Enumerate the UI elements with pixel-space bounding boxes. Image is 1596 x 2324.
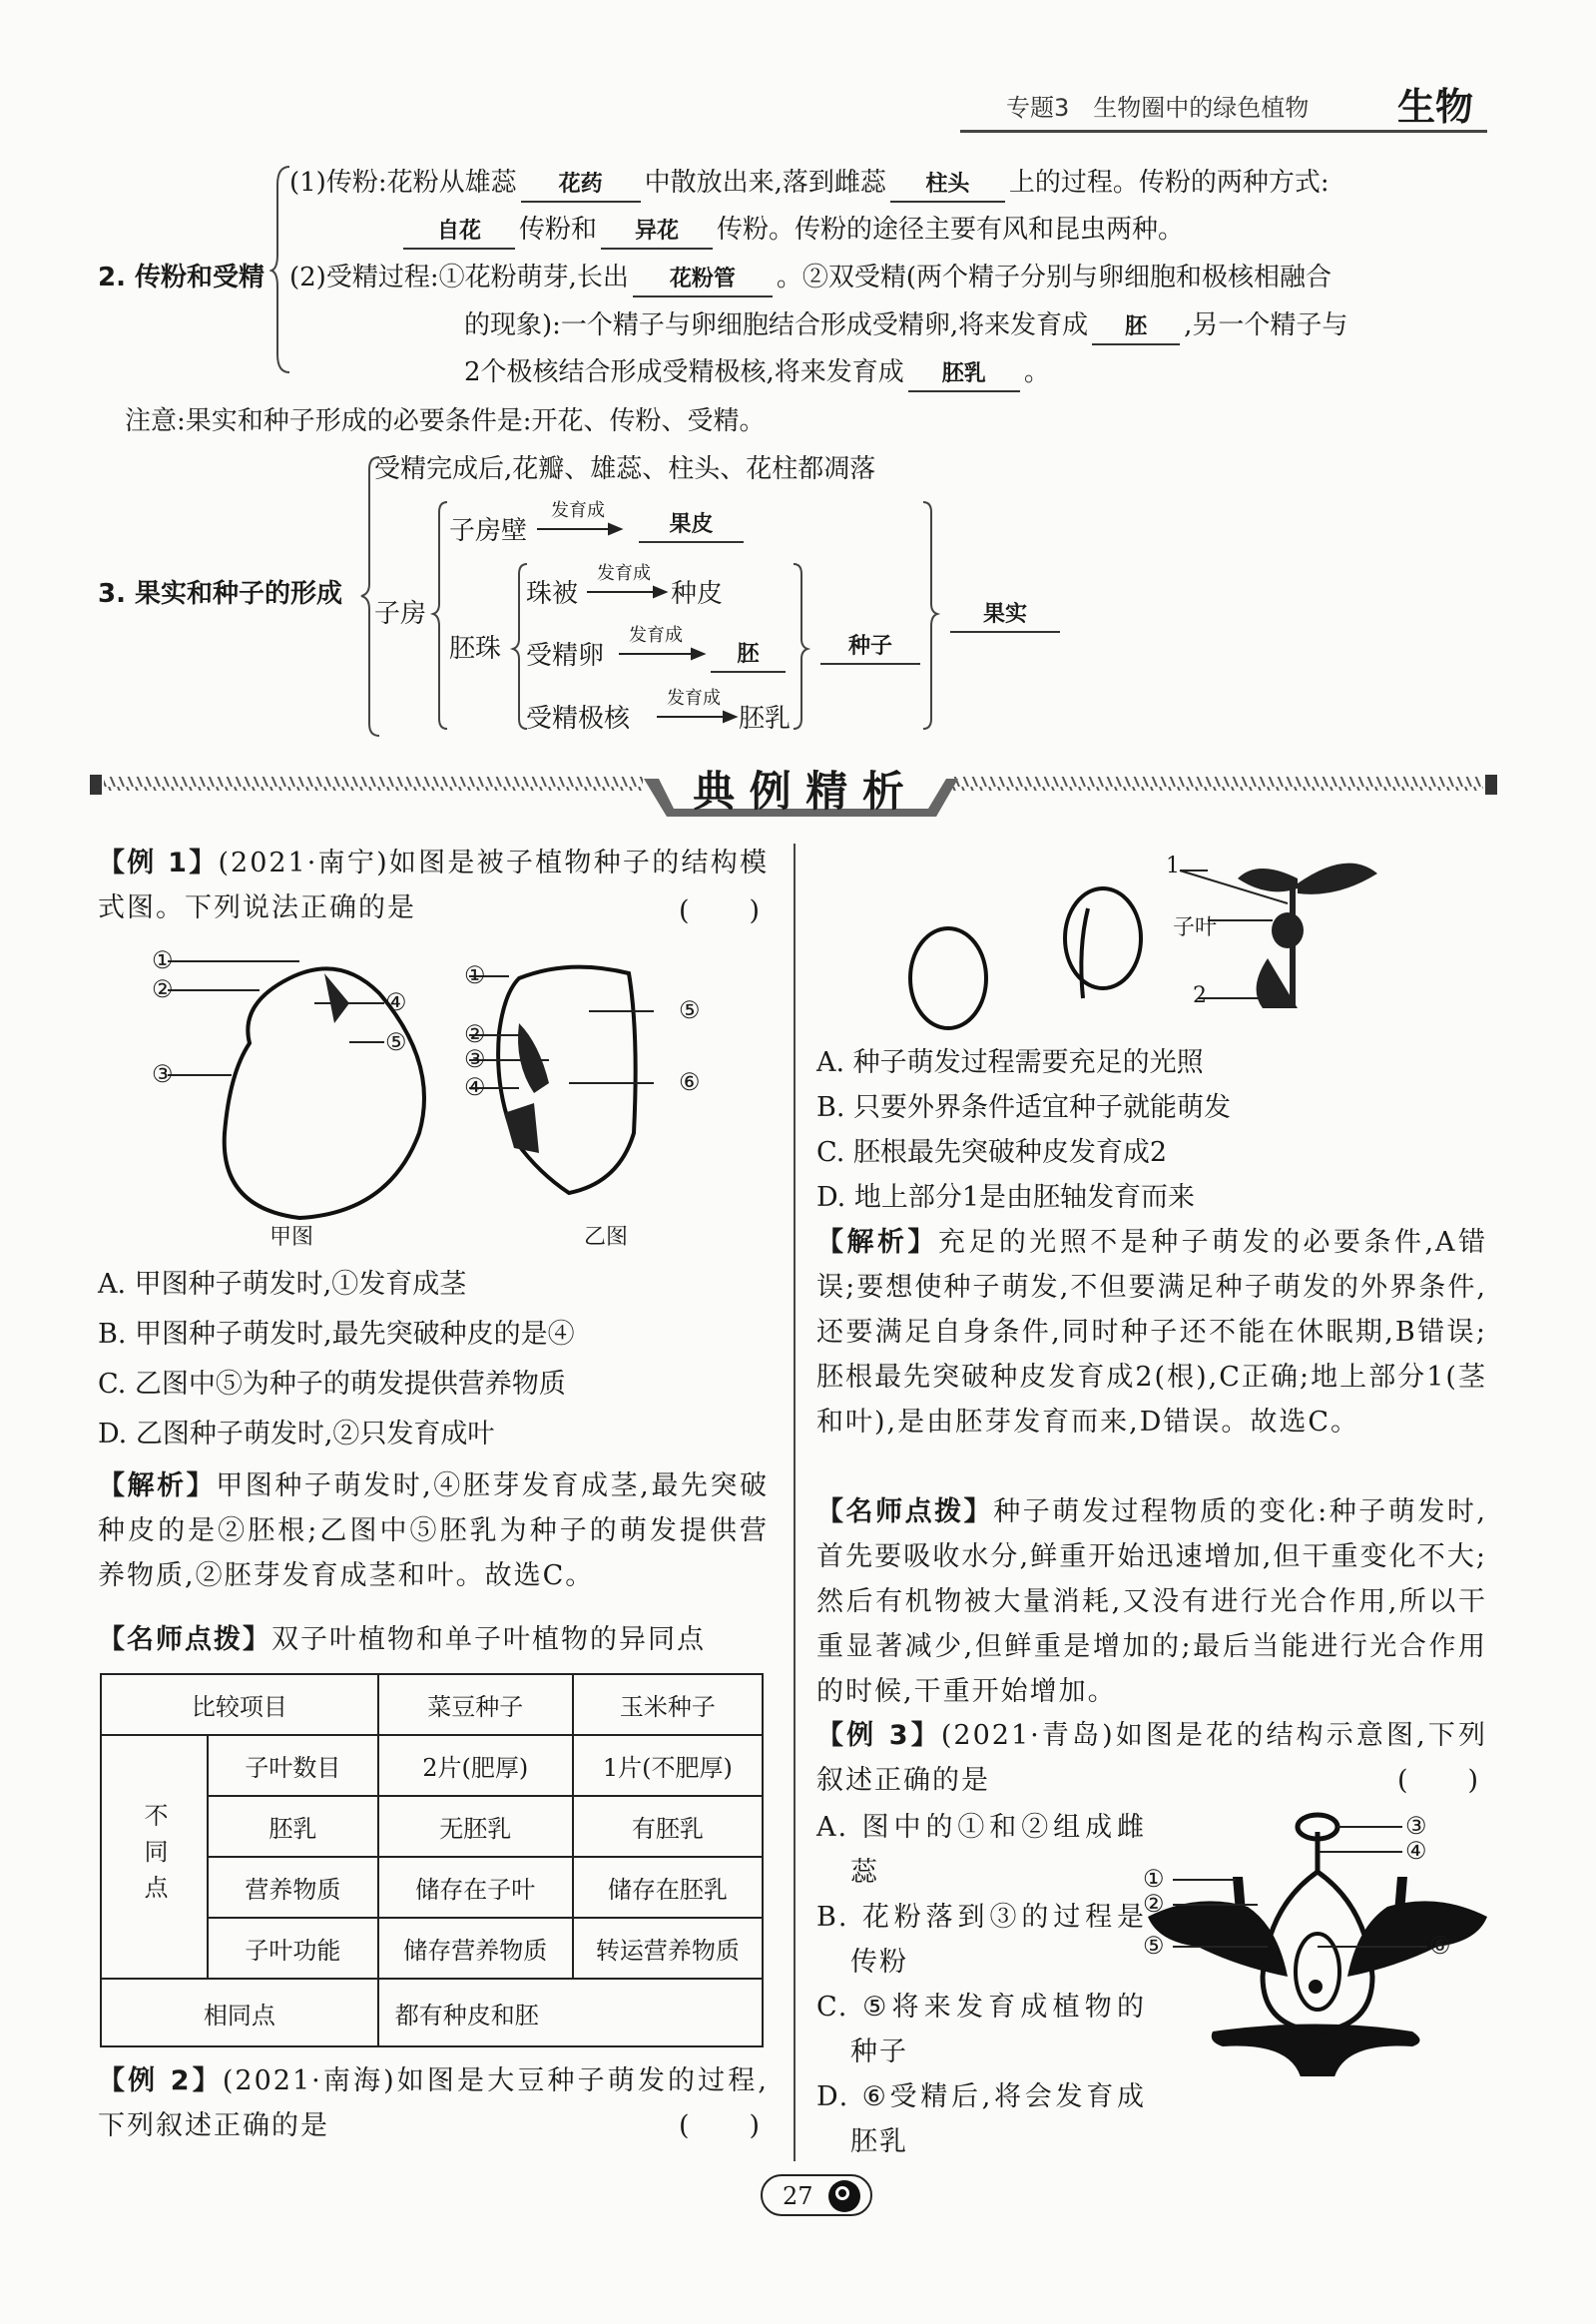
option-d: D. 乙图种子萌发时,②只发育成叶 [98, 1419, 495, 1450]
label-6: ⑥ [679, 1068, 701, 1096]
label-3: ③ [1405, 1812, 1427, 1840]
cell: 储存在子叶 [378, 1857, 573, 1918]
option-d: D. 地上部分1是由胚轴发育而来 [816, 1182, 1196, 1213]
ovule-label: 胚珠 [449, 634, 502, 664]
cell: 无胚乳 [378, 1796, 573, 1857]
example1-analysis: 【解析】甲图种子萌发时,④胚芽发育成茎,最先突破种皮的是②胚根;乙图中⑤胚乳为种子的萌发提供营养物质,②胚芽发育成茎和叶。故选C。 [98, 1470, 769, 1591]
integument-label: 珠被 [526, 579, 579, 609]
ovary-label: 子房 [374, 599, 427, 629]
arrow-label: 发育成 [597, 563, 651, 584]
label-2: ② [1143, 1890, 1165, 1918]
cell: 胚乳 [208, 1796, 378, 1857]
answer-paren: ( ) [679, 895, 763, 926]
header-subject: 生物 [1397, 85, 1474, 129]
answer-paren: ( ) [1397, 1765, 1481, 1796]
example2-tip: 【名师点拨】种子萌发过程物质的变化:种子萌发时,首先要吸收水分,鲜重开始迅速增加,但干重变化不大;然后有机物被大量消耗,又没有进行光合作用,所以干重显著减少,但鲜重是增加的;最后当能进行光合作用的时候,干重开始增加。 [816, 1496, 1487, 1707]
option-c: C. 胚根最先突破种皮发育成2 [816, 1137, 1168, 1168]
pericarp-blank: 果皮 [639, 509, 744, 543]
option-a: A. 种子萌发过程需要充足的光照 [816, 1047, 1204, 1078]
magnifier-icon [828, 2180, 860, 2212]
page-number: 27 [783, 2182, 813, 2210]
arrow-label: 发育成 [629, 625, 683, 646]
group-label: 不同点 [101, 1735, 208, 1979]
fig-label-cotyledon: 子叶 [1173, 915, 1218, 940]
figure-a-caption: 甲图 [269, 1225, 314, 1250]
fig-label-2: 2 [1193, 983, 1207, 1008]
header-topic: 专题3 生物圈中的绿色植物 [1006, 94, 1310, 122]
section2-label: 2. 传粉和受精 [98, 263, 266, 292]
section2-line1: (1)传粉:花粉从雄蕊 花药 中散放出来,落到雌蕊 柱头 上的过程。传粉的两种方式: [289, 163, 1330, 203]
arrow-label: 发育成 [551, 500, 605, 521]
example3-stem: 【例 3】(2021·青岛)如图是花的结构示意图,下列叙述正确的是 [816, 1720, 1487, 1796]
zygote-label: 受精卵 [526, 641, 605, 671]
cell: 储存营养物质 [378, 1918, 573, 1979]
option-b: B. 甲图种子萌发时,最先突破种皮的是④ [98, 1319, 575, 1350]
option-a: A. 甲图种子萌发时,①发育成茎 [98, 1269, 467, 1300]
germination-figure [878, 849, 1377, 1038]
option-c: C. 乙图中⑤为种子的萌发提供营养物质 [98, 1369, 566, 1400]
table-header: 比较项目 [101, 1674, 378, 1735]
option-b: B. 花粉落到③的过程是传粉 [816, 1902, 1146, 1978]
section3-label: 3. 果实和种子的形成 [98, 579, 343, 609]
endosperm-label: 胚乳 [739, 704, 792, 734]
table-row [101, 1735, 763, 1796]
section2-line5: 2个极核结合形成受精极核,将来发育成 胚乳 。 [464, 352, 1050, 392]
label-3: ③ [464, 1045, 486, 1073]
column-divider [794, 844, 796, 2161]
label-1: ① [152, 946, 174, 974]
section3-top-text: 受精完成后,花瓣、雄蕊、柱头、花柱都凋落 [374, 454, 876, 484]
label-3: ③ [152, 1060, 174, 1088]
option-b: B. 只要外界条件适宜种子就能萌发 [816, 1092, 1232, 1123]
example1-stem: 【例 1】(2021·南宁)如图是被子植物种子的结构模式图。下列说法正确的是 [98, 848, 769, 923]
label-4: ④ [385, 988, 407, 1016]
label-6: ⑥ [1429, 1932, 1451, 1960]
label-2: ② [464, 1020, 486, 1048]
table-header: 玉米种子 [573, 1674, 763, 1735]
seed-blank: 种子 [820, 631, 920, 665]
fig-label-1: 1 [1166, 854, 1180, 878]
example2-analysis: 【解析】充足的光照不是种子萌发的必要条件,A错误;要想使种子萌发,不但要满足种子萌发的外界条件,还要满足自身条件,同时种子还不能在休眠期,B错误;胚根最先突破种皮发育成2(根),C正确;地上部分1(茎和叶),是由胚芽发育而来,D错误。故选C。 [816, 1227, 1487, 1438]
cell: 都有种皮和胚 [378, 1979, 763, 2046]
example2-stem: 【例 2】(2021·南海)如图是大豆种子萌发的过程,下列叙述正确的是 [98, 2065, 769, 2141]
label-1: ① [1143, 1865, 1165, 1893]
section-banner-title: 典 例 精 析 [693, 767, 904, 816]
option-c: C. ⑤将来发育成植物的种子 [816, 1992, 1146, 2067]
page-number-badge [761, 2174, 872, 2216]
cell: 子叶功能 [208, 1918, 378, 1979]
label-4: ④ [464, 1073, 486, 1101]
example2-options [816, 1040, 1231, 1220]
table-header: 菜豆种子 [378, 1674, 573, 1735]
label-4: ④ [1405, 1837, 1427, 1865]
arrow-label: 发育成 [667, 688, 721, 709]
example1-options [98, 1260, 575, 1459]
polar-label: 受精极核 [526, 704, 631, 734]
cell: 转运营养物质 [573, 1918, 763, 1979]
fruit-blank: 果实 [950, 599, 1060, 633]
cell: 2片(肥厚) [378, 1735, 573, 1796]
label-5: ⑤ [385, 1028, 407, 1056]
option-d: D. ⑥受精后,将会发育成胚乳 [816, 2081, 1146, 2157]
cell: 营养物质 [208, 1857, 378, 1918]
seed-structure-figures [140, 933, 739, 1233]
figure-b-caption: 乙图 [584, 1225, 629, 1250]
embryo-blank: 胚 [711, 639, 786, 673]
cell: 1片(不肥厚) [573, 1735, 763, 1796]
cell: 相同点 [101, 1979, 378, 2046]
label-5: ⑤ [1143, 1932, 1165, 1960]
label-1: ① [464, 961, 486, 989]
option-a: A. 图中的①和②组成雌蕊 [816, 1812, 1146, 1888]
ovary-wall-label: 子房壁 [449, 516, 528, 546]
example3-options [816, 1805, 1146, 2164]
cell: 有胚乳 [573, 1796, 763, 1857]
cell: 储存在胚乳 [573, 1857, 763, 1918]
section2-line2: 自花 传粉和 异花 传粉。传粉的途径主要有风和昆虫两种。 [399, 210, 1184, 250]
seed-coat-label: 种皮 [671, 579, 724, 609]
note: 注意:果实和种子形成的必要条件是:开花、传粉、受精。 [125, 406, 766, 436]
label-2: ② [152, 975, 174, 1003]
label-5: ⑤ [679, 996, 701, 1024]
section3-braces [0, 0, 1596, 759]
table-row [101, 1979, 763, 2046]
cell: 子叶数目 [208, 1735, 378, 1796]
example1-tip: 【名师点拨】双子叶植物和单子叶植物的异同点 [98, 1624, 706, 1655]
answer-paren: ( ) [679, 2110, 763, 2141]
comparison-table [100, 1673, 764, 2047]
section2-line3: (2)受精过程:①花粉萌芽,长出 花粉管 。②双受精(两个精子分别与卵细胞和极核相融合 [289, 258, 1331, 297]
section2-line4: 的现象):一个精子与卵细胞结合形成受精卵,将来发育成 胚 ,另一个精子与 [464, 305, 1347, 345]
